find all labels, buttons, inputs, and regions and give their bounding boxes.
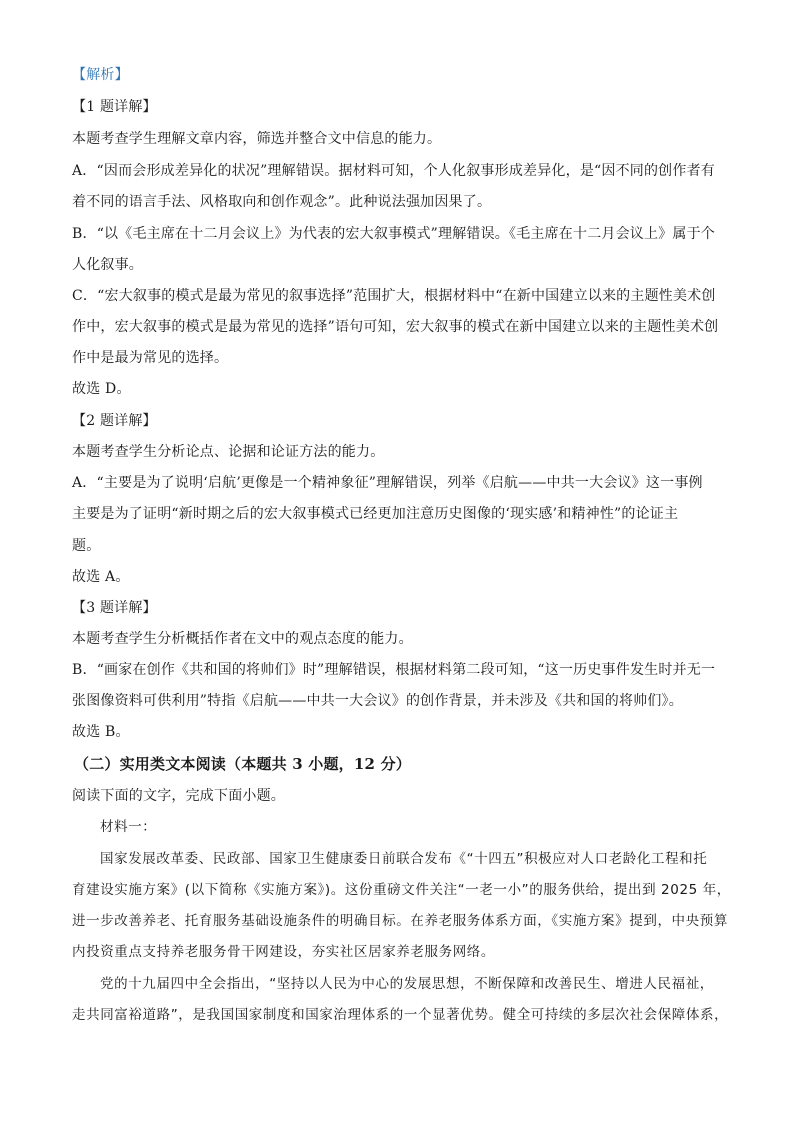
q1-option-c-line3: 作中是最为常见的选择。 — [72, 350, 229, 366]
q2-option-a-line2: 主要是为了证明“新时期之后的宏大叙事模式已经更加注意历史图像的‘现实感’和精神性”的论证主 — [72, 506, 679, 522]
q1-option-b-line2: 人化叙事。 — [72, 257, 143, 273]
q1-header: 【1 题详解】 — [72, 99, 157, 115]
q3-intro: 本题考查学生分析概括作者在文中的观点态度的能力。 — [72, 631, 413, 647]
q2-answer: 故选 A。 — [72, 569, 130, 585]
q2-header: 【2 题详解】 — [72, 413, 157, 429]
material-p2-line1: 党的十九届四中全会指出，“坚持以人民为中心的发展思想，不断保障和改善民生、增进人民福祉， — [100, 976, 714, 992]
q1-intro: 本题考查学生理解文章内容，筛选并整合文中信息的能力。 — [72, 131, 442, 147]
q2-intro: 本题考查学生分析论点、论据和论证方法的能力。 — [72, 444, 385, 460]
q2-option-a-line3: 题。 — [72, 538, 101, 554]
q1-answer: 故选 D。 — [72, 381, 131, 397]
material-p2-line2: 走共同富裕道路”，是我国国家制度和国家治理体系的一个显著优势。健全可持续的多层次社会保障体系， — [72, 1007, 729, 1023]
analysis-label: 【解析】 — [72, 67, 129, 83]
material-label: 材料一： — [100, 819, 157, 835]
material-p1-line1: 国家发展改革委、民政部、国家卫生健康委日前联合发布《“十四五”积极应对人口老龄化工程和托 — [100, 851, 708, 867]
q1-option-b-line1: B．“以《毛主席在十二月会议上》为代表的宏大叙事模式”理解错误。《毛主席在十二月会议上》属于个 — [72, 226, 715, 242]
q3-option-b-line2: 张图像资料可供利用”特指《启航——中共一大会议》的创作背景，并未涉及《共和国的将帅们》。 — [72, 693, 683, 709]
q3-option-b-line1: B．“画家在创作《共和国的将帅们》时”理解错误，根据材料第二段可知，“这一历史事件发生时并无一 — [72, 662, 716, 678]
q1-option-c-line2: 作中，宏大叙事的模式是最为常见的选择”语句可知，宏大叙事的模式在新中国建立以来的主题性美术创 — [72, 319, 719, 335]
material-p1-line2: 育建设实施方案》(以下简称《实施方案》)。这份重磅文件关注“一老一小”的服务供给，提出到 2025 年， — [72, 882, 731, 898]
q1-option-a-line2: 着不同的语言手法、风格取向和创作观念”。此种说法强加因果了。 — [72, 194, 492, 210]
q1-option-a-line1: A．“因而会形成差异化的状况”理解错误。据材料可知，个人化叙事形成差异化，是“因不同的创作者有 — [72, 163, 715, 179]
section-title: （二）实用类文本阅读（本题共 3 小题，12 分） — [74, 755, 411, 773]
q3-header: 【3 题详解】 — [72, 600, 157, 616]
q1-option-c-line1: C．“宏大叙事的模式是最为常见的叙事选择”范围扩大，根据材料中“在新中国建立以来的主题性美术创 — [72, 288, 716, 304]
section-instruction: 阅读下面的文字，完成下面小题。 — [72, 788, 285, 804]
q2-option-a-line1: A．“主要是为了说明‘启航’更像是一个精神象征”理解错误，列举《启航——中共一大会议》这一事例 — [72, 475, 703, 491]
material-p1-line3: 进一步改善养老、托育服务基础设施条件的明确目标。在养老服务体系方面，《实施方案》提到，中央预算 — [72, 913, 728, 929]
material-p1-line4: 内投资重点支持养老服务骨干网建设，夯实社区居家养老服务网络。 — [72, 944, 495, 960]
q3-answer: 故选 B。 — [72, 724, 130, 740]
